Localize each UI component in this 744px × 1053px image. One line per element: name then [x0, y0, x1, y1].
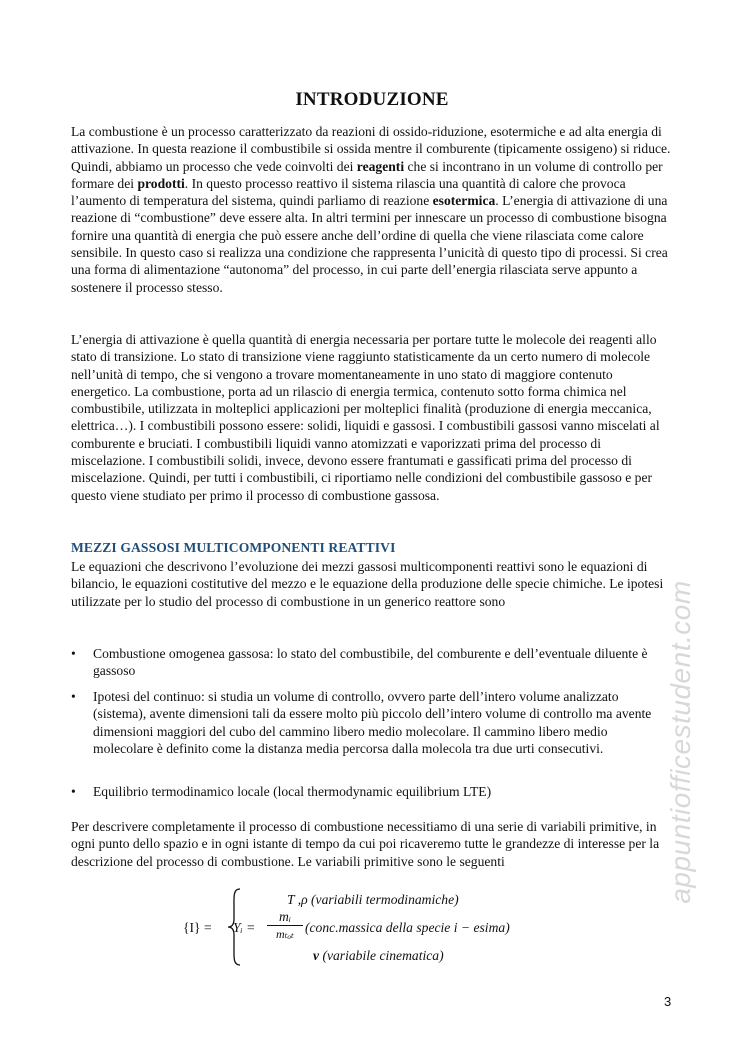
- variables-paragraph: [71, 818, 671, 870]
- paragraph-text: Le equazioni che descrivono l’evoluzione dei mezzi gassosi multicomponenti reattivi sono le equazioni di bilancio, le equazioni costitutive del mezzo e le equazione della produzione delle specie chimiche. Le ipotesi utilizzate per lo studio del processo di combustione in un generico reattore sono: [71, 559, 664, 609]
- list-item: [71, 645, 671, 680]
- text-run: La combustione è un processo caratterizzato da reazioni di ossido-riduzione, esotermiche e ad alta energia di attivazione. In questa reazione il combustibile si ossida mentre il comburente (tipicamente ossigeno) si riduce. Quindi, abbiamo un processo che vede coinvolti dei: [71, 124, 671, 174]
- velocity-symbol: v: [313, 948, 320, 963]
- formula-row-thermodynamic: T ,ρ (variabili termodinamiche): [287, 892, 459, 907]
- watermark: appuntiofficestudent.com: [665, 580, 696, 904]
- paragraph-text: L’energia di attivazione è quella quantità di energia necessaria per portare tutte le molecole dei reagenti allo stato di transizione. Lo stato di transizione viene raggiunto statisticamente da un certo numero di molecole nell’unità di tempo, che si vengono a trovare momentaneamente in uno stato di maggiore contenuto energetico. La combustione, porta ad un rilascio di energia termica, contenuto sotto forma chimica nel combustibile, utilizzata in molteplici applicazioni per molteplici finalità (produzione di energia meccanica, elettrica…). I combustibili possono essere: solidi, liquidi e gassosi. I combustibili gassosi vanno miscelati al comburente e bruciati. I combustibili liquidi vanno atomizzati e vaporizzati prima del processo di miscelazione. I combustibili solidi, invece, devono essere frantumati e gassificati prima del processo di miscelazione. Quindi, per tutti i combustibili, ci riportiamo nelle condizioni del combustibile gassoso e per questo viene studiato per primo il processo di combustione gassosa.: [71, 332, 660, 503]
- text-run: che si incontrano in un volume di controllo per formare dei: [71, 158, 663, 191]
- intro-paragraph-1: [71, 123, 671, 296]
- formula-row-mass-fraction-rhs: (conc.massica della specie i − esima): [305, 920, 510, 935]
- text-run: . L’energia di attivazione di una reazione di “combustione” deve essere alta. In altri termini per innescare un processo di combustione bisogna fornire una quantità di energia che può essere anche dell’ordine di quella che viene rilasciata come calore sensibile. In questo caso si realizza una condizione che rappresenta l’unicità di questo tipo di processi. Si crea una forma di alimentazione “autonoma” del processo, in cui parte dell’energia rilasciata serve appunto a sostenere il processo stesso.: [71, 193, 668, 295]
- list-item-text: Equilibrio termodinamico locale (local thermodynamic equilibrium LTE): [93, 784, 492, 799]
- list-item-text: Combustione omogenea gassosa: lo stato del combustibile, del comburente e dell’eventuale diluente è gassoso: [93, 646, 648, 679]
- text-run: . In questo processo reattivo il sistema rilascia una quantità di calore che provoca l’aumento di temperatura del sistema, quindi parliamo di reazione: [71, 175, 626, 209]
- section-heading: MEZZI GASSOSI MULTICOMPONENTI REATTIVI: [71, 540, 396, 555]
- intro-paragraph-2: [71, 331, 671, 504]
- bullet-icon: •: [71, 784, 76, 799]
- paragraph-text: Per descrivere completamente il processo di combustione necessitiamo di una serie di variabili primitive, in ogni punto dello spazio e in ogni istante di tempo da cui poi ricaveremo tutte le grandezze di interesse per la descrizione del processo di combustione. Le variabili primitive sono le seguenti: [71, 819, 660, 869]
- fraction-numerator: mᵢ: [279, 909, 291, 924]
- paragraph-text: [71, 123, 671, 296]
- primitive-variables-formula: [183, 887, 583, 967]
- bold-term: reagenti: [356, 158, 405, 174]
- bold-term: prodotti: [137, 175, 185, 191]
- formula-row-kinematic-text: (variabile cinematica): [319, 948, 444, 963]
- bullet-icon: •: [71, 689, 76, 704]
- page-number: 3: [664, 994, 672, 1009]
- formula-row-kinematic: [313, 948, 444, 964]
- list-item-text: Ipotesi del continuo: si studia un volume di controllo, ovvero parte dell’intero volume analizzato (sistema), avente dimensioni tali da essere molto più piccolo dell’intero volume di controllo ma avente dimensioni maggiori del cubo del cammino libero medio molecolare. Il cammino libero medio molecolare è definito come la distanza media percorsa dalla molecola tra due urti consecutivi.: [93, 689, 652, 756]
- bullet-icon: •: [71, 646, 76, 661]
- fraction-denominator: mₜₒₜ: [275, 927, 294, 941]
- mass-fraction: [267, 909, 303, 942]
- formula-lhs: {I} =: [183, 920, 212, 935]
- section-paragraph: [71, 558, 671, 610]
- list-item: [71, 688, 671, 757]
- page-title: INTRODUZIONE: [295, 89, 449, 110]
- formula-row-mass-fraction-lhs: Yᵢ =: [233, 920, 256, 935]
- bold-term: esotermica: [432, 193, 496, 209]
- list-item: [71, 783, 671, 800]
